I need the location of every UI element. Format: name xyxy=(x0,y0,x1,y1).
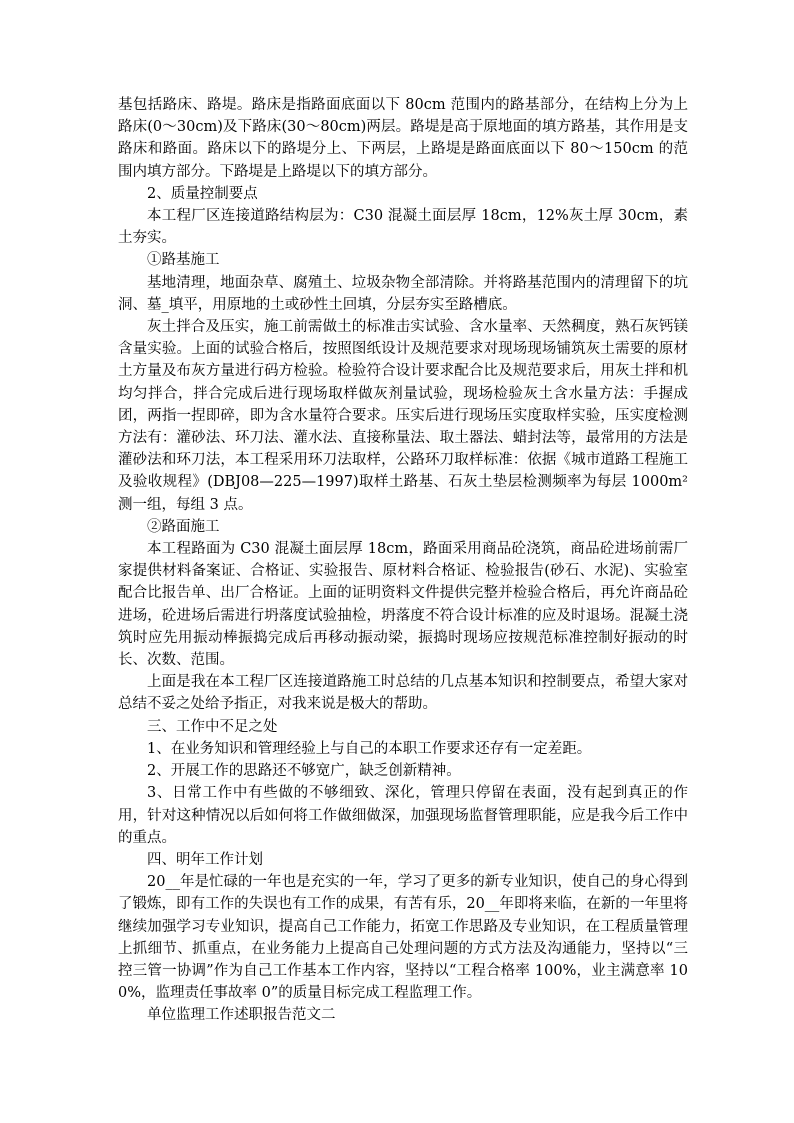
list-item-shortcoming-1: 1、在业务知识和管理经验上与自己的本职工作要求还存有一定差距。 xyxy=(147,740,592,757)
paragraph-roadbed-definition: 基包括路床、路堤。路床是指路面底面以下 80cm 范围内的路基部分，在结构上分为上路床(0～30cm)及下路床(30～80cm)两层。路堤是高于原地面的填方路基，其作用是支路床和路面。路床以下的路堤分上、下两层，上路堤是路面底面以下 80～150cm 的范围内填方部分。下路堤是上路堤以下的填方部分。 xyxy=(118,97,688,180)
heading-next-year-plan: 四、明年工作计划 xyxy=(147,851,263,868)
heading-sample-two: 单位监理工作述职报告范文二 xyxy=(147,1007,336,1024)
list-item-shortcoming-3: 3、日常工作中有些做的不够细致、深化，管理只停留在表面，没有起到真正的作用，针对这种情况以后如何将工作做细做深，加强现场监督管理职能，应是我今后工作中的重点。 xyxy=(118,785,688,846)
document-body xyxy=(118,94,688,1027)
paragraph-lime-soil-compaction: 灰土拌合及压实，施工前需做土的标准击实试验、含水量率、天然稠度，熟石灰钙镁含量实验。上面的试验合格后，按照图纸设计及规范要求对现场现场铺筑灰土需要的原材土方量及布灰方量进行码方检验。检验符合设计要求配合比及规范要求后，用灰土拌和机均匀拌合，拌合完成后进行现场取样做灰剂量试验，现场检验灰土含水量方法：手握成团，两指一捏即碎，即为含水量符合要求。压实后进行现场压实度取样实验，压实度检测方法有：灌砂法、环刀法、灌水法、直接称量法、取土器法、蜡封法等，最常用的方法是灌砂法和环刀法，本工程采用环刀法取样，公路环刀取样标准：依据《城市道路工程施工及验收规程》(DBJ08—225—1997)取样土路基、石灰土垫层检测频率为每层 1000m²测一组，每组 3 点。 xyxy=(118,319,688,513)
heading-pavement-construction: ②路面施工 xyxy=(147,518,220,535)
paragraph-pavement-details: 本工程路面为 C30 混凝土面层厚 18cm，路面采用商品砼浇筑，商品砼进场前需厂家提供材料备案证、合格证、实验报告、原材料合格证、检验报告(砂石、水泥)、实验室配合比报告单、出厂合格证。上面的证明资料文件提供完整并检验合格后，再允许商品砼进场，砼进场后需进行坍落度试验抽检，坍落度不符合设计标准的应及时退场。混凝土浇筑时应先用振动棒振捣完成后再移动振动梁，振捣时现场应按规范标准控制好振动的时长、次数、范围。 xyxy=(118,541,688,669)
paragraph-road-structure: 本工程厂区连接道路结构层为：C30 混凝土面层厚 18cm，12%灰土厚 30cm，素土夯实。 xyxy=(118,208,688,247)
list-item-shortcoming-2: 2、开展工作的思路还不够宽广，缺乏创新精神。 xyxy=(147,763,461,780)
paragraph-base-clearing: 基地清理，地面杂草、腐殖土、垃圾杂物全部清除。并将路基范围内的清理留下的坑洞、墓_填平，用原地的土或砂性土回填，分层夯实至路槽底。 xyxy=(118,274,688,313)
heading-subgrade-construction: ①路基施工 xyxy=(147,252,220,269)
paragraph-summary: 上面是我在本工程厂区连接道路施工时总结的几点基本知识和控制要点，希望大家对总结不妥之处给予指正，对我来说是极大的帮助。 xyxy=(118,674,688,713)
paragraph-next-year-plan: 20__年是忙碌的一年也是充实的一年，学习了更多的新专业知识，使自己的身心得到了锻炼，即有工作的失误也有工作的成果，有苦有乐，20__年即将来临，在新的一年里将继续加强学习专业知识，提高自己工作能力，拓宽工作思路及专业知识，在工程质量管理上抓细节、抓重点，在业务能力上提高自己处理问题的方式方法及沟通能力，坚持以“三控三管一协调”作为自己工作基本工作内容，坚持以“工程合格率 100%，业主满意率 100%，监理责任事故率 0”的质量目标完成工程监理工作。 xyxy=(118,874,688,1002)
heading-quality-control: 2、质量控制要点 xyxy=(147,185,258,202)
heading-shortcomings: 三、工作中不足之处 xyxy=(147,718,278,735)
